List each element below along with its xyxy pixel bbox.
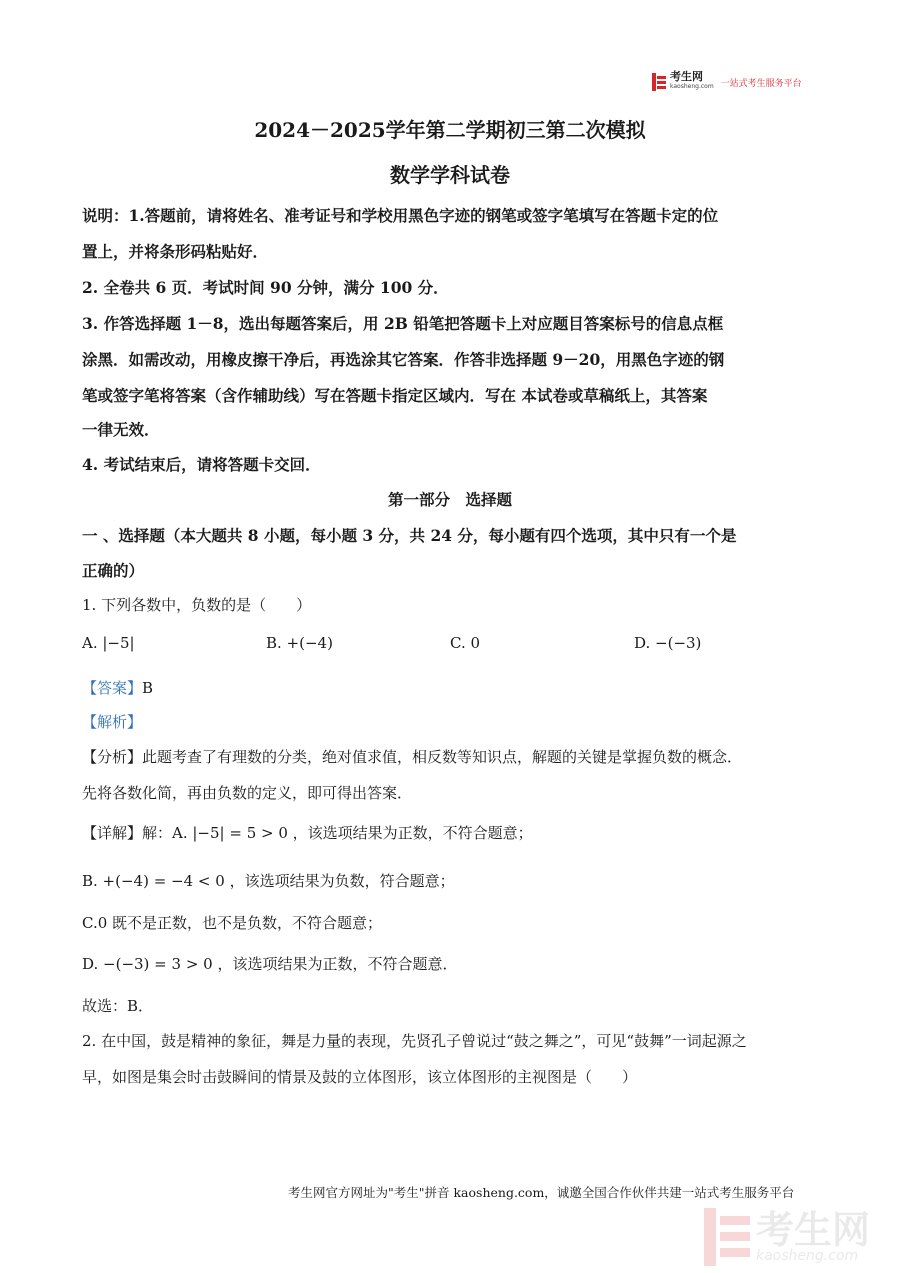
question-1-stem: 1. 下列各数中，负数的是（ ）	[82, 596, 312, 614]
exam-subtitle: 数学学科试卷	[390, 163, 510, 187]
answer-value: B	[142, 679, 154, 697]
section-heading: 一 、选择题（本大题共 8 小题，每小题 3 分，共 24 分，每小题有四个选项，其中只有一个是	[82, 526, 737, 545]
option-d: D. −(−3)	[634, 634, 702, 652]
instruction-line: 说明：1.答题前，请将姓名、准考证号和学校用黑色字迹的钢笔或签字笔填写在答题卡定的位	[82, 206, 719, 225]
option-c: C. 0	[450, 634, 481, 652]
exam-title: 2024－2025学年第二学期初三第二次模拟	[254, 118, 646, 142]
analysis-line: 先将各数化简，再由负数的定义，即可得出答案．	[82, 784, 413, 802]
page-footer: 考生网官方网址为"考生"拼音 kaosheng.com，诚邀全国合作伙伴共建一站式考生服务平台	[288, 1185, 795, 1200]
instruction-line: 一律无效．	[82, 420, 160, 439]
analysis-tag: 【解析】	[82, 713, 143, 731]
question-2-stem: 早，如图是集会时击鼓瞬间的情景及鼓的立体图形，该立体图形的主视图是（ ）	[82, 1068, 638, 1086]
instruction-line: 3. 作答选择题 1－8，选出每题答案后，用 2B 铅笔把答题卡上对应题目答案标号的信息点框	[82, 314, 724, 333]
part-title: 第一部分 选择题	[387, 490, 512, 509]
analysis-line: D. −(−3) = 3 > 0 ，该选项结果为正数，不符合题意．	[82, 955, 458, 973]
instruction-line: 涂黑．如需改动，用橡皮擦干净后，再选涂其它答案．作答非选择题 9－20，用黑色字迹的钢	[82, 350, 725, 369]
watermark-logo-icon	[704, 1208, 750, 1266]
instruction-line: 4. 考试结束后，请将答题卡交回．	[82, 455, 321, 474]
watermark-text: 考生网 kaosheng.com	[755, 1208, 870, 1264]
question-2-stem: 2. 在中国，鼓是精神的象征，舞是力量的表现，先贤孔子曾说过“鼓之舞之”，可见“鼓舞”一词起源之	[82, 1032, 747, 1050]
answer-tag: 【答案】	[82, 679, 143, 697]
analysis-line: C.0 既不是正数，也不是负数，不符合题意；	[82, 914, 383, 932]
kaosheng-logo-icon	[652, 73, 666, 91]
watermark	[704, 1208, 870, 1266]
logo-domain: kaosheng.com	[670, 83, 714, 90]
analysis-line: 故选：B．	[82, 997, 154, 1015]
logo-brand: 考生网 kaosheng.com	[670, 70, 714, 90]
answer-line	[82, 677, 822, 698]
watermark-domain: kaosheng.com	[755, 1248, 859, 1264]
instruction-line: 置上，并将条形码粘贴好．	[82, 242, 269, 261]
instruction-line: 2. 全卷共 6 页．考试时间 90 分钟，满分 100 分．	[82, 278, 449, 297]
analysis-line: B. +(−4) = −4 < 0 ，该选项结果为负数，符合题意；	[82, 872, 455, 890]
analysis-line: 【详解】解：A. |−5| = 5 > 0 ，该选项结果为正数，不符合题意；	[82, 824, 533, 842]
instruction-line: 笔或签字笔将答案（含作辅助线）写在答题卡指定区域内．写在 本试卷或草稿纸上，其答案	[82, 386, 708, 405]
option-a: A. |−5|	[82, 634, 135, 652]
logo-slogan: 一站式考生服务平台	[720, 78, 802, 89]
section-heading: 正确的）	[82, 561, 145, 580]
header-logo	[652, 72, 802, 92]
option-b: B. +(−4)	[266, 634, 333, 652]
analysis-line: 【分析】此题考查了有理数的分类，绝对值求值，相反数等知识点，解题的关键是掌握负数的概念．	[82, 748, 743, 766]
